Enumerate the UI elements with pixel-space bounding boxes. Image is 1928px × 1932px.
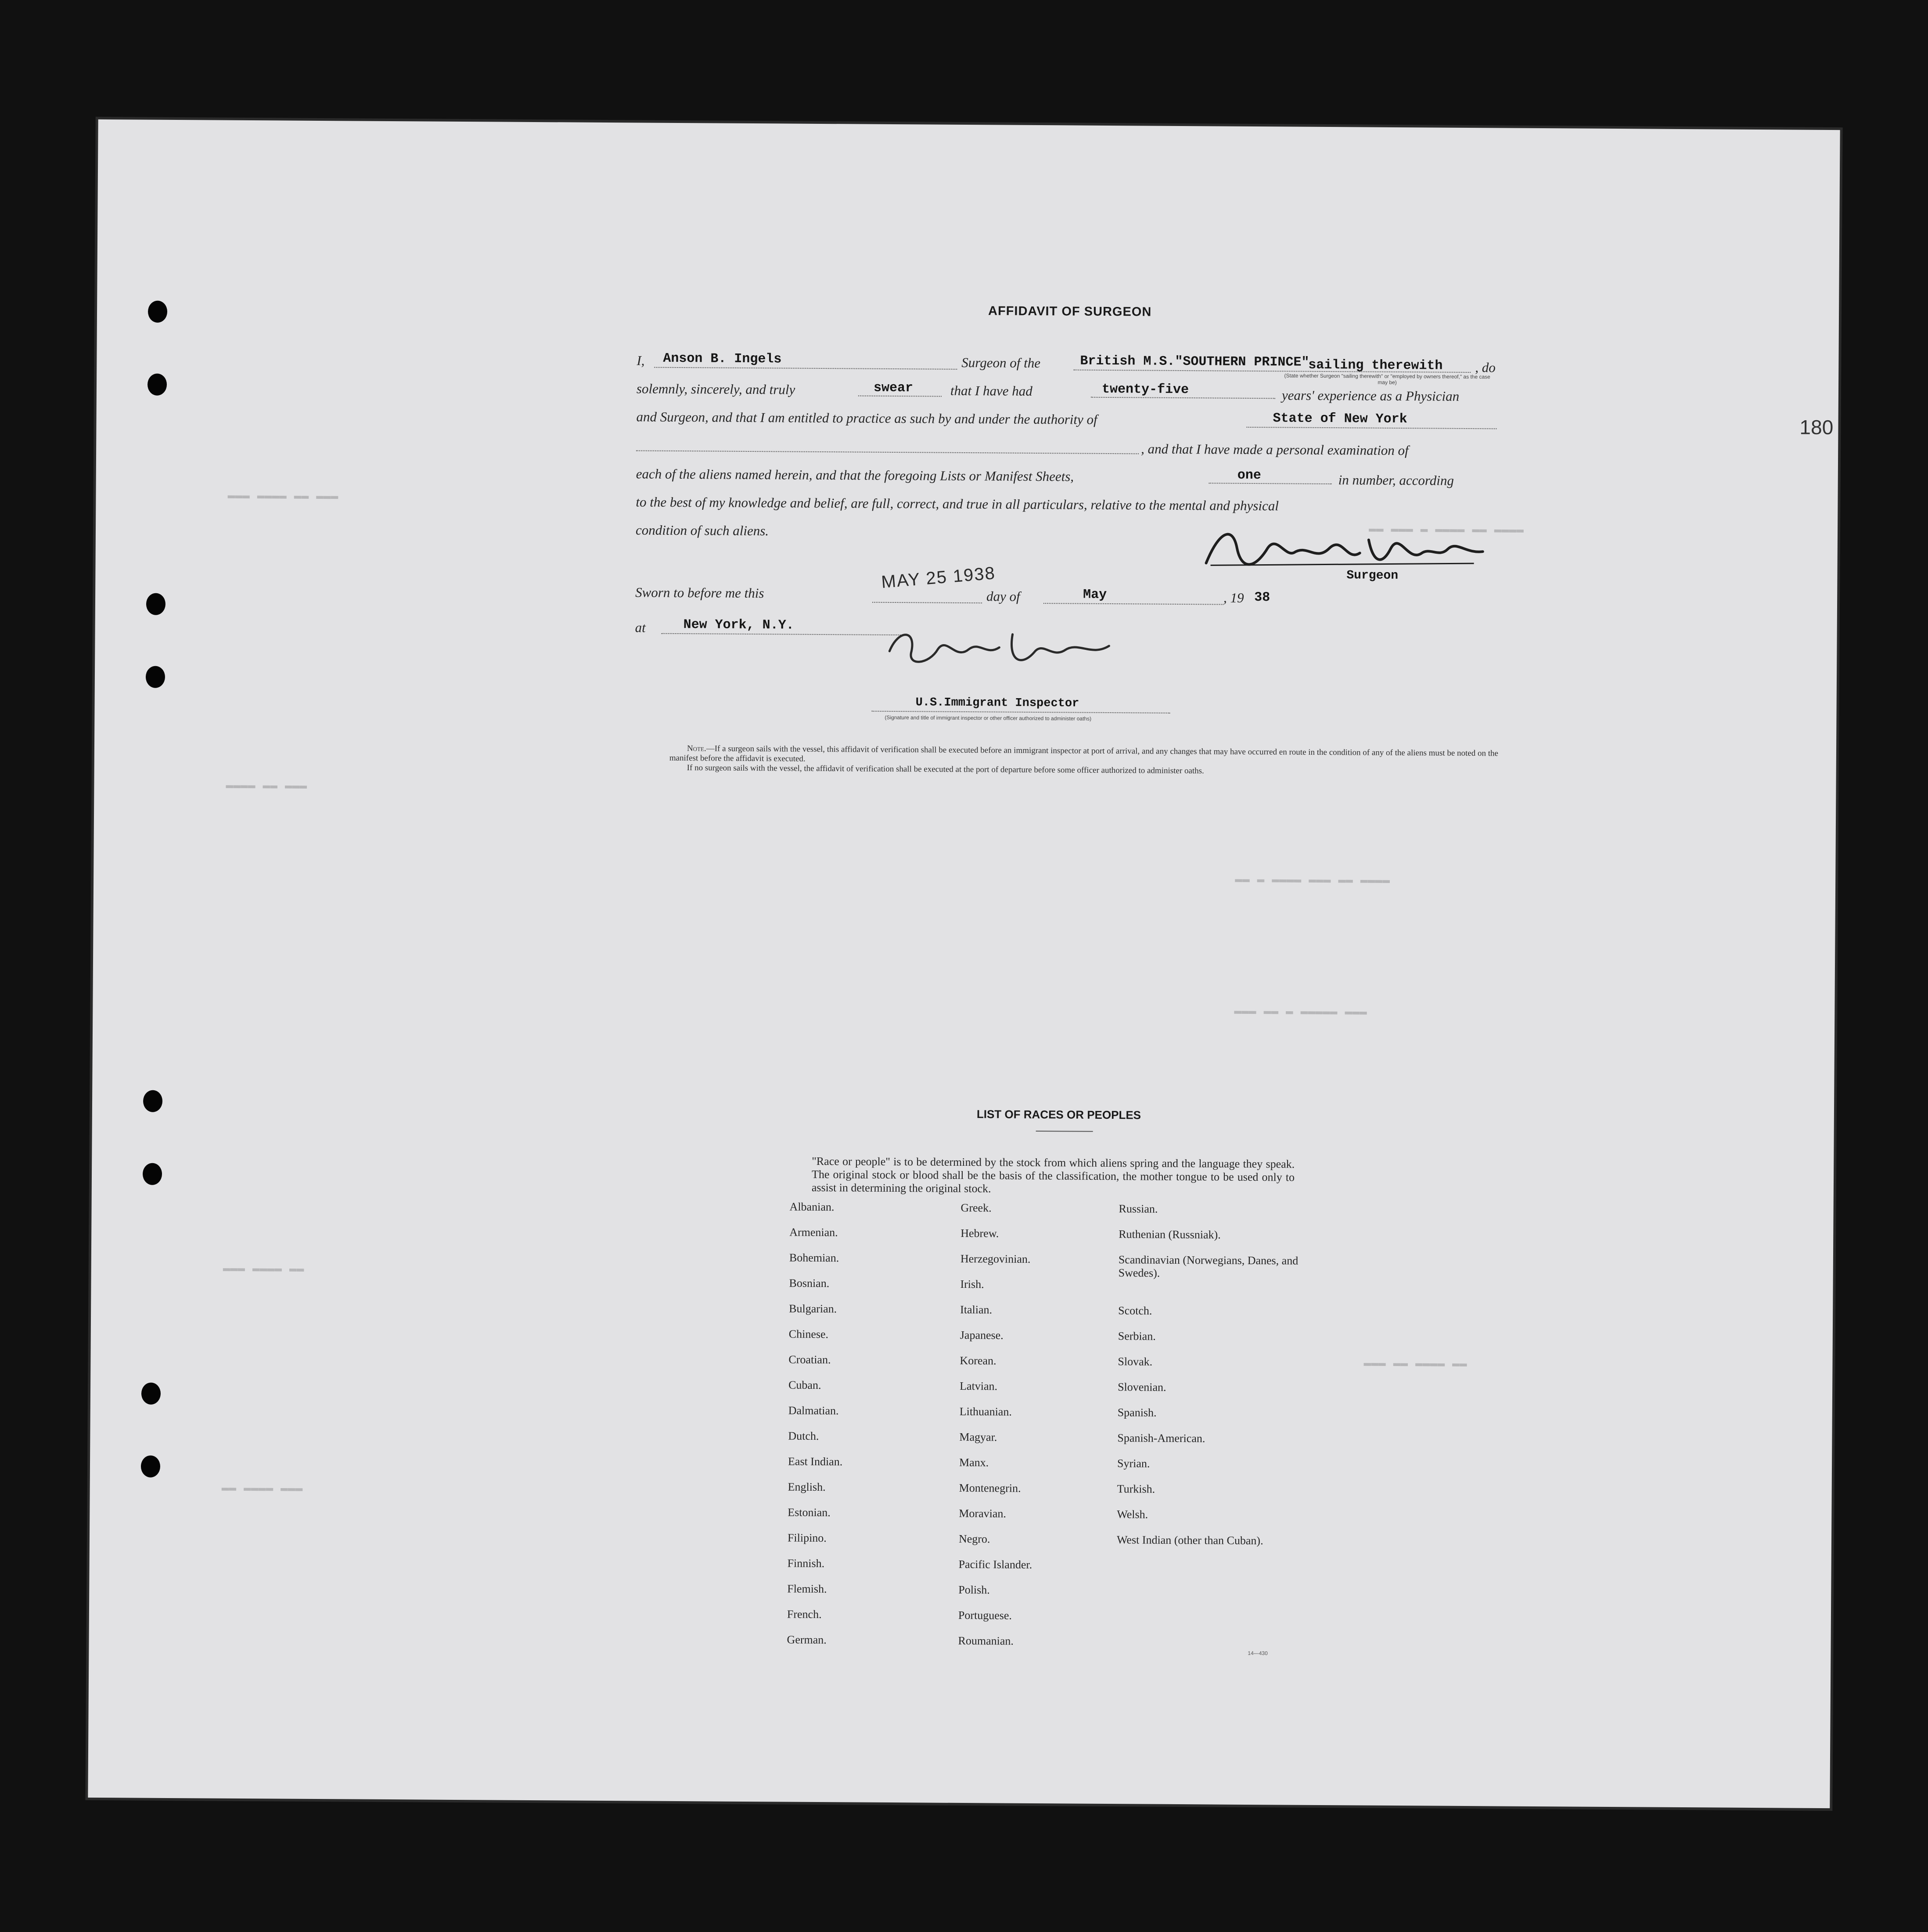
race-item: Hebrew. (960, 1226, 999, 1240)
race-item: Spanish. (1117, 1406, 1157, 1419)
years-value: twenty-five (1101, 382, 1189, 398)
bleed-through-text: ▬▬▬ ▬▬ ▬▬▬▬ ▬▬ (1363, 1356, 1467, 1371)
race-item: Russian. (1119, 1202, 1158, 1215)
inspector-caption: (Signature and title of immigrant inspector or other officer authorized to administer oaths) (885, 714, 1092, 722)
condition-text: condition of such aliens. (635, 522, 769, 539)
binder-hole (143, 1090, 162, 1112)
race-item: Greek. (960, 1201, 992, 1215)
best-knowledge-text: to the best of my knowledge and belief, are full, correct, and true in all particulars, relative to the mental and physical (636, 494, 1279, 514)
binder-hole (141, 1383, 161, 1405)
race-item: English. (788, 1480, 826, 1494)
binder-hole (141, 1456, 160, 1478)
race-item: Cuban. (788, 1378, 821, 1392)
race-item: Herzegovinian. (960, 1252, 1031, 1265)
races-title-rule (1036, 1131, 1093, 1132)
race-item: Latvian. (960, 1379, 998, 1393)
race-item: Armenian. (789, 1226, 838, 1239)
authority-rule (1246, 427, 1496, 429)
race-item: Flemish. (787, 1582, 827, 1596)
note-text-1: —If a surgeon sails with the vessel, this affidavit of verification shall be executed before an immigrant inspector at port of arrival, and any changes that may have occurred en route in the condition of any of the aliens must be noted on the manifest before the affidavit is executed. (669, 744, 1499, 764)
that-i-have-had-text: that I have had (950, 382, 1032, 399)
at-text: at (635, 620, 646, 635)
race-item: Japanese. (960, 1328, 1004, 1342)
race-item: Estonian. (788, 1506, 831, 1519)
bleed-through-text: ▬▬▬ ▬▬▬▬ ▬▬ (223, 1262, 304, 1276)
vessel-name: British M.S."SOUTHERN PRINCE" (1080, 353, 1309, 370)
sworn-year: 38 (1254, 590, 1270, 606)
bleed-through-text: ▬▬▬▬ ▬▬ ▬▬▬ (226, 779, 307, 793)
bleed-through-text: ▬▬ ▬▬▬ ▬ ▬▬▬▬ ▬▬ ▬▬▬▬ (1368, 522, 1524, 537)
race-item: Chinese. (788, 1327, 829, 1341)
race-item: West Indian (other than Cuban). (1116, 1533, 1263, 1547)
sailing-note: (State whether Surgeon "sailing therewith" or "employed by owners thereof," as the case may be) (1284, 372, 1490, 386)
sworn-location: New York, N.Y. (683, 617, 794, 633)
race-item: Dutch. (788, 1429, 819, 1443)
manifest-page (88, 119, 1840, 1808)
race-item: Croatian. (788, 1353, 831, 1366)
race-item: Turkish. (1117, 1482, 1155, 1496)
in-number-text: in number, according (1338, 472, 1454, 488)
affidavit-i: I, (637, 353, 645, 368)
sworn-month-rule (1043, 603, 1223, 605)
inspector-title: U.S.Immigrant Inspector (915, 696, 1079, 710)
race-item: Filipino. (787, 1531, 827, 1545)
sworn-day-rule (872, 602, 982, 604)
authority: State of New York (1273, 411, 1407, 427)
race-item: Dalmatian. (788, 1404, 839, 1417)
affidavit-title: AFFIDAVIT OF SURGEON (988, 304, 1152, 319)
years-experience-text: years' experience as a Physician (1281, 387, 1460, 404)
surgeon-name: Anson B. Ingels (663, 351, 782, 367)
race-item: Portuguese. (958, 1608, 1012, 1622)
race-item: Montenegrin. (959, 1481, 1021, 1495)
authority-continuation-rule (636, 450, 1139, 454)
race-item: Slovak. (1118, 1355, 1153, 1368)
year-prefix: , 19 (1223, 590, 1244, 606)
race-item: Pacific Islander. (958, 1557, 1032, 1571)
race-item: Lithuanian. (959, 1405, 1012, 1418)
note-line-2: If no surgeon sails with the vessel, the affidavit of verification shall be executed at the port of departure before some officer authorized to administer oaths. (687, 763, 1204, 776)
race-item: Welsh. (1117, 1508, 1148, 1521)
race-item: Magyar. (959, 1430, 997, 1444)
oath-rule (858, 396, 942, 397)
race-item: German. (787, 1633, 827, 1647)
inspector-signature (885, 625, 1114, 674)
sheets-rule (1209, 483, 1332, 484)
sheets-count: one (1237, 468, 1261, 483)
affidavit-line-1 (637, 353, 644, 368)
race-item: Scotch. (1118, 1304, 1152, 1317)
surgeon-of-the-text: Surgeon of the (961, 354, 1041, 371)
oath-type: swear (873, 380, 914, 396)
do-text: , do (1475, 360, 1496, 375)
sworn-month: May (1083, 587, 1107, 602)
solemnly-text: solemnly, sincerely, and truly (636, 381, 795, 397)
race-item: Albanian. (789, 1200, 835, 1214)
binder-hole (147, 374, 167, 396)
races-column-2 (958, 1201, 1127, 1661)
race-item: Syrian. (1117, 1457, 1150, 1470)
day-of-text: day of (986, 588, 1020, 604)
race-item: Ruthenian (Russniak). (1119, 1228, 1221, 1241)
race-item: Bulgarian. (789, 1302, 837, 1316)
race-item: French. (787, 1608, 822, 1621)
affidavit-note (669, 744, 1504, 778)
races-column-3 (1116, 1202, 1303, 1586)
inspector-rule (872, 711, 1170, 714)
surgeon-signature-label: Surgeon (1346, 569, 1399, 583)
binder-hole (146, 666, 165, 688)
race-item: Polish. (958, 1583, 990, 1597)
race-item: Bosnian. (789, 1276, 830, 1290)
form-number: 14—430 (1248, 1650, 1268, 1657)
years-rule (1091, 397, 1275, 399)
race-item: Spanish-American. (1117, 1431, 1205, 1445)
bleed-through-text: ▬▬ ▬ ▬▬▬▬ ▬▬▬ ▬▬ ▬▬▬▬ (1235, 872, 1390, 887)
race-item: Italian. (960, 1303, 993, 1316)
note-label: Note. (687, 744, 706, 753)
sworn-date-stamp: MAY 25 1938 (880, 563, 996, 592)
race-item: Roumanian. (958, 1634, 1014, 1647)
race-item: East Indian. (788, 1455, 843, 1468)
race-item: Manx. (959, 1456, 989, 1469)
bleed-through-text: ▬▬▬ ▬▬▬▬ ▬▬ ▬▬▬ (227, 489, 338, 504)
location-rule (662, 633, 907, 635)
race-item: Korean. (960, 1354, 996, 1367)
sworn-text: Sworn to before me this (635, 584, 764, 601)
race-item: Slovenian. (1118, 1381, 1166, 1394)
races-intro: "Race or people" is to be determined by the stock from which aliens spring and the language they speak. The original stock or blood shall be the basis of the classification, the mother tongue to be used only to assist in determining the original stock. (811, 1154, 1295, 1195)
binder-hole (146, 593, 165, 615)
personal-exam-text: , and that I have made a personal examination of (1141, 441, 1409, 458)
races-title: LIST OF RACES OR PEOPLES (976, 1107, 1141, 1122)
race-item: Finnish. (787, 1557, 825, 1570)
sailing-status: sailing therewith (1308, 357, 1443, 374)
binder-hole (148, 301, 167, 323)
binder-hole (143, 1163, 162, 1185)
and-surgeon-text: and Surgeon, and that I am entitled to practice as such by and under the authority of (636, 409, 1097, 427)
each-alien-text: each of the aliens named herein, and that the foregoing Lists or Manifest Sheets, (636, 466, 1074, 484)
bleed-through-text: ▬▬ ▬▬▬▬ ▬▬▬ (221, 1481, 303, 1496)
page-number: 180 (1799, 415, 1834, 439)
race-item: Serbian. (1118, 1330, 1156, 1343)
bleed-through-text: ▬▬▬ ▬▬ ▬ ▬▬▬▬▬ ▬▬▬ (1234, 1004, 1367, 1019)
race-item: Moravian. (959, 1507, 1007, 1520)
races-column-1 (787, 1200, 956, 1660)
race-item: Negro. (958, 1532, 990, 1546)
race-item: Scandinavian (Norwegians, Danes, and Swedes). (1118, 1253, 1299, 1280)
race-item: Irish. (960, 1277, 984, 1291)
race-item: Bohemian. (789, 1251, 839, 1265)
surgeon-name-rule (654, 367, 957, 370)
